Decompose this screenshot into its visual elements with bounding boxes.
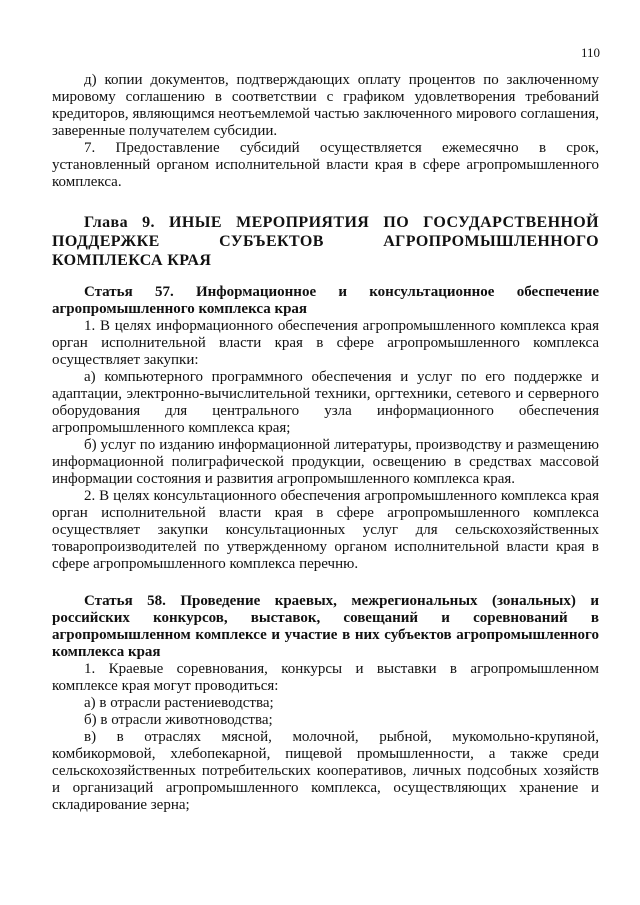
paragraph-d-documents: д) копии документов, подтверждающих оплату процентов по заключенному мировому соглашению в соответствии с графиком удовлетворения требований кредиторов, являющимся неотъемлемой частью заключенного мирового соглашения, заверенные получателем субсидии. (52, 72, 599, 139)
chapter-heading: Глава 9. ИНЫЕ МЕРОПРИЯТИЯ ПО ГОСУДАРСТВЕННОЙ ПОДДЕРЖКЕ СУБЪЕКТОВ АГРОПРОМЫШЛЕННОГО КОМПЛЕКСА КРАЯ (52, 214, 599, 269)
article-57-paragraph: а) компьютерного программного обеспечения и услуг по его поддержке и адаптации, электронно-вычислительной техники, оргтехники, сетевого и серверного оборудования для центрального узла информационного обеспечения агропромышленного комплекса края; (52, 369, 599, 436)
page-number: 110 (580, 45, 600, 60)
article-57-paragraph: 1. В целях информационного обеспечения агропромышленного комплекса края орган исполнительной власти края в сфере агропромышленного комплекса осуществляет закупки: (52, 318, 599, 368)
article-58-paragraph: а) в отрасли растениеводства; (84, 695, 274, 711)
document-body (52, 72, 599, 814)
article-58-paragraph: б) в отрасли животноводства; (84, 712, 273, 728)
article-57-heading: Статья 57. Информационное и консультационное обеспечение агропромышленного комплекса края (52, 284, 599, 317)
article-57-paragraph: б) услуг по изданию информационной литературы, производству и размещению информационной полиграфической продукции, освещению в средствах массовой информации состояния и развития агропромышленного комплекса края. (52, 437, 599, 487)
article-58-paragraph: в) в отраслях мясной, молочной, рыбной, мукомольно-крупяной, комбикормовой, хлебопекарной, пищевой промышленности, а также среди сельскохозяйственных потребительских кооперативов, личных подсобных хозяйств и организаций агропромышленного комплекса, осуществляющих хранение и складирование зерна; (52, 729, 599, 813)
paragraph-7-subsidies: 7. Предоставление субсидий осуществляется ежемесячно в срок, установленный органом исполнительной власти края в сфере агропромышленного комплекса. (52, 140, 599, 190)
article-58-heading: Статья 58. Проведение краевых, межрегиональных (зональных) и российских конкурсов, выставок, совещаний и соревнований в агропромышленном комплексе и участие в них субъектов агропромышленного комплекса края (52, 593, 599, 660)
article-58-paragraph: 1. Краевые соревнования, конкурсы и выставки в агропромышленном комплексе края могут проводиться: (52, 661, 599, 694)
article-57-paragraph: 2. В целях консультационного обеспечения агропромышленного комплекса края орган исполнительной власти края в сфере агропромышленного комплекса осуществляет закупки консультационных услуг для сельскохозяйственных товаропроизводителей по утвержденному органом исполнительной власти края в сфере агропромышленного комплекса перечню. (52, 488, 599, 572)
